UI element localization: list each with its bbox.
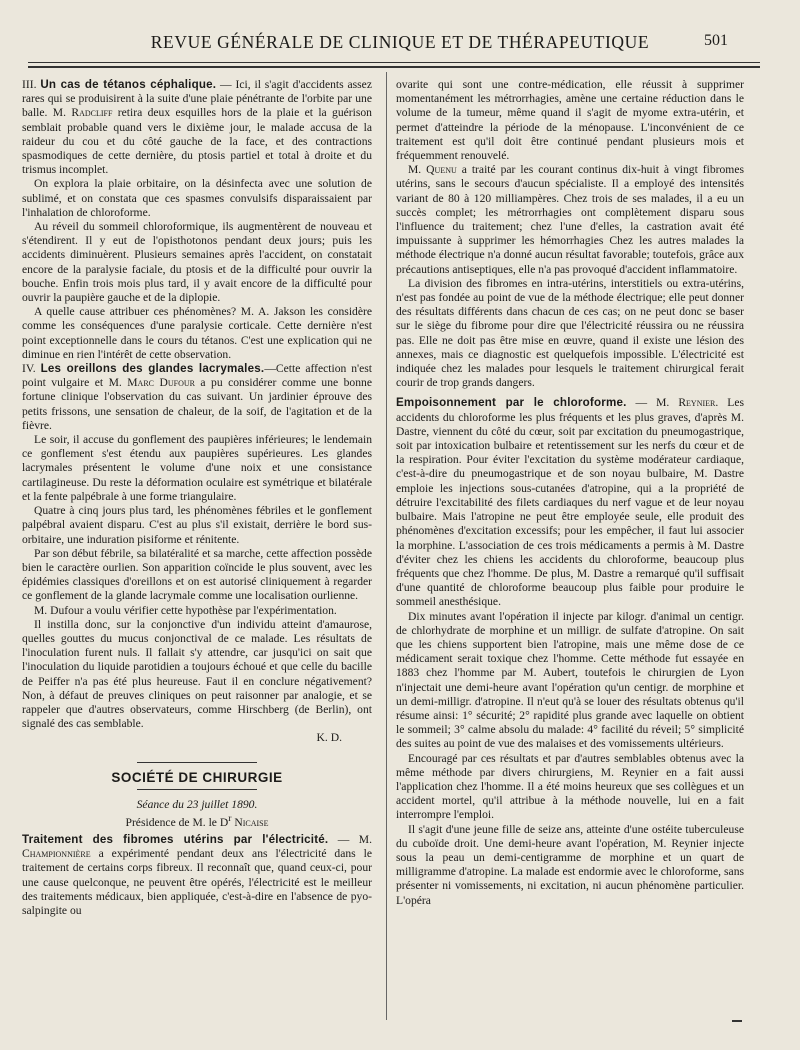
paragraph-fibromes (22, 833, 372, 918)
text-run: . Les accidents du chloroforme les plus fréquents et les plus graves, d'après M. Dastre, viennent du côté du cœur, soit par excitation du pneumogastrique, soit par intoxication bulbaire et retentissement sur les nerfs du cœur et de la respiration. Pour éviter l'excitation du système modérateur cardiaque, c'est-à-dire du pneumogastrique et de son noyau bulbaire, M. Dastre emploie les injections sous-cutanées d'atropine, qui a la propriété de détruire l'excitabilité des filets cardiaques du nerf vague et de leur noyau bulbaire. Mais l'atropine ne peut être employée seule, elle produit des phénomènes d'excitation excessifs; pour les empêcher, il faut lui associer la morphine. L'association de ces trois médicaments a permis à M. Dastre d'éviter chez les chiens les accidents du chloroforme, beaucoup plus fréquents que chez l'homme. De plus, M. Dastre a remarqué qu'il suffisait d'une quantité de chloroforme beaucoup plus faible pour produire le sommeil anesthésique. (396, 396, 744, 609)
text-run: a expérimenté pendant deux ans l'électricité dans le traitement de certains corps fibreux. Il reconnaît que, quand ceux-ci, pour une cause quelconque, ne peuvent être opérés, l'électricité est le meilleur des traitements médicaux, bien appliquée, c'est-à-dire en l'absence de pyo-salpingite ou (22, 847, 372, 918)
continuation-mark (732, 1020, 742, 1022)
presidency-line (22, 812, 372, 830)
author-name: Marc Dufour (127, 376, 195, 390)
paragraph: Il instilla donc, sur la conjonctive d'un individu atteint d'amaurose, quelles gouttes du mucus conjonctival de ce malade. Les résultats de l'inoculation furent nuls. Il fallait s'y attendre, car jusqu'ici on sait que l'inoculation du liquide parotidien a toujours échoué et que celle du bacille de Peiffer n'a pas été plus heureuse. Faut il en conclure négativement? Non, à défaut de preuves cliniques on peut raisonner par analogie, et se rappeler que d'autres observateurs, comme Hirschberg (de Berlin), ont signalé des cas semblable. (22, 617, 372, 731)
paragraph: La division des fibromes en intra-utérins, interstitiels ou extra-utérins, n'est pas fondée au point de vue de la méthode électrique; elle peut donner des résultats différents dans chacun de ces cas; on ne peut donc se baser sur le siège du fibrome pour dire que l'électricité réussira ou ne réussira pas. Elle ne doit pas être mise en œuvre, quand il existe une lésion des annexes, mais ce diagnostic est quelquefois impossible. L'électricité est indiquée chez les malades pour lesquels le traitement chirurgical ferait courir de trop grands dangers. (396, 276, 744, 390)
paragraph-quenu (396, 163, 744, 277)
paragraph: Dix minutes avant l'opération il injecte par kilogr. d'animal un centigr. de chlorhydrate de morphine et un milligr. de sulfate d'atropine. On sait que les chiens supportent bien l'atropine, mais une même dose de ce médicament serait toxique chez l'homme. Cette méthode fut essayée en 1883 chez l'homme par M. Aubert, toutefois le chirurgien de Lyon n'injectait une demi-heure avant l'opération qu'un centigr. de morphine et un demi-milligr. d'atropine. Il n'eut qu'à se louer des résultats obtenus qu'il résume ainsi: 1° sécurité; 2° rapidité plus grande avec laquelle on obtient le sommeil; 3° calme absolu du malade: 4° facilité du réveil; 5° simplicité des suites au point de vue des malaises et des vomissements ultérieurs. (396, 609, 744, 751)
paragraph-chloroforme (396, 396, 744, 609)
author-name: Championnière (22, 847, 91, 861)
paragraph: Par son début fébrile, sa bilatéralité et sa marche, cette affection possède bien le caractère ourlien. Son apparition coïncide le plus souvent, avec les épidémies classiques d'oreillons et on est autorisé cliniquement à regarder ce gonflement de la glande lacrymale comme une localisation ourlienne. (22, 546, 372, 603)
paragraph: Il s'agit d'une jeune fille de seize ans, atteinte d'une ostéite tuberculeuse du cuboïde droit. Une demi-heure avant l'opération, M. Reynier injecte sous la peau un demi-centigramme de morphine et un quart de milligramme d'atropine. La malade est endormie avec le chloroforme, sans présenter ni vomissements, ni excitation, ni aucun phénomène particulier. L'opéra (396, 822, 744, 907)
president-name: Nicaise (234, 815, 269, 829)
section-heading: Un cas de tétanos céphalique. (40, 78, 217, 91)
text-run: M. (408, 163, 427, 177)
session-date: Séance du 23 juillet 1890. (136, 797, 258, 811)
text-run: Présidence de M. le D (125, 815, 229, 829)
text-run: retira deux esquilles hors de la plaie et la guérison semblait probable quand vers le dixième jour, le malade accusa de la raideur du cou et du côté gauche de la face, et des contractions spasmodiques de cette dernière, du ptosis partiel et total à droite et du trismus incomplet. (22, 106, 372, 177)
text-run: —Cette affection n'est point vulgaire et M. (22, 362, 373, 390)
paragraph: A quelle cause attribuer ces phénomènes? M. A. Jakson les considère comme les conséquences d'une paralysie corticale. Cette dernière n'est point exceptionnelle dans le cours du tétanos. C'est une explication qui ne diminue en rien l'intérêt de cette observation. (22, 305, 372, 361)
text-run: a pu considérer comme une bonne fortune clinique l'observation du cas suivant. Un jardinier éprouve des petits frissons, une sensation de chaleur, de la soif, de l'agitation et de la fièvre. (22, 376, 372, 432)
text-run: a traité par les courant continus dix-huit à vingt fibromes utérins, sans le secours d'aucun spécialiste. Il a employé des intensités variant de 80 à 120 milliampères. Chez trois de ses malades, il a eu un succès complet; les métrorrhagies ont complètement disparu sous l'influence du traitement; chez l'une d'elles, la castration avait été impuissante à supprimer les hémorrhagies Chez les autres malades la méthode électrique n'a donné aucun résultat favorable; toutefois, grâce aux précautions antiseptiques, elle n'a pas provoqué d'accident inflammatoire. (396, 163, 744, 276)
paragraph: Le soir, il accuse du gonflement des paupières inférieures; le lendemain ce gonflement s'est étendu aux paupières supérieures. Les glandes lacrymales présentent le volume d'une noix et une consistance cartilagineuse. Du reste la déformation oculaire est symétrique et bilatérale et la fente palpébrale à une forme triangulaire. (22, 433, 372, 503)
text-run: — M. (328, 833, 372, 847)
header-rule-thick (28, 66, 760, 68)
paragraph: On explora la plaie orbitaire, on la désinfecta avec une solution de sublimé, et on constata que ces spasmes convulsifs disparaissaient par l'inhalation de chloroforme. (22, 177, 372, 219)
paragraph: Au réveil du sommeil chloroformique, ils augmentèrent de nouveau et s'étendirent. Il y eut de l'opisthotonos pendant deux jours; puis les accidents diminuèrent. Plusieurs semaines après l'accident, on constatait encore de la paralysie faciale, du ptosis et de la difficulté pour ouvrir la bouche. Enfin trois mois plus tard, il y avait encore de la difficulté pour ouvrir la paupière gauche et de la diplopie. (22, 220, 372, 305)
column-separator (386, 72, 387, 1020)
section-heading: Les oreillons des glandes lacrymales. (40, 362, 265, 376)
journal-title: REVUE GÉNÉRALE DE CLINIQUE ET DE THÉRAPEUTIQUE (150, 32, 650, 52)
text-run: — Ici, il s'agit d'accidents assez rares qui se produisirent à la suite d'une plaie pénétrante de l'orbite par une balle. M. (22, 78, 372, 120)
page-number: 501 (704, 32, 728, 49)
society-heading-block (22, 762, 372, 790)
text-run: r (228, 812, 232, 824)
paragraph: Quatre à cinq jours plus tard, les phénomènes fébriles et le gonflement palpébral avaient disparu. C'est au plus s'il existait, derrière le bord sus-orbitaire, une induration pisiforme et rénitente. (22, 504, 372, 546)
paragraph: M. Dufour a voulu vérifier cette hypothèse par l'expérimentation. (34, 603, 337, 617)
left-column (22, 78, 372, 918)
society-title: SOCIÉTÉ DE CHIRURGIE (111, 769, 283, 785)
section-heading: Traitement des fibromes utérins par l'électricité. (22, 833, 329, 847)
text-run: — M. (626, 396, 679, 410)
paragraph: Encouragé par ces résultats et par d'autres semblables obtenus avec la même méthode par divers chirurgiens, M. Reynier en a fait aussi l'application chez l'homme. Il a été moins heureux que ses collègues et un accident mortel, qu'il attribue à la méthode nouvelle, lui en a fait interrompre l'emploi. (396, 751, 744, 822)
section-number: IV. (22, 362, 36, 376)
paragraph-tetanos (22, 78, 372, 177)
running-header (28, 26, 772, 60)
author-name: Radcliff (71, 106, 113, 120)
signature: K. D. (316, 731, 342, 745)
section-heading: Empoisonnement par le chloroforme. (396, 396, 627, 410)
author-name: Quenu (426, 163, 457, 177)
section-number: III. (22, 78, 37, 91)
right-column (396, 78, 744, 908)
author-name: Reynier (678, 396, 716, 410)
paragraph-oreillons (22, 362, 372, 433)
header-rule (28, 62, 760, 63)
divider (137, 789, 257, 790)
paragraph: ovarite qui sont une contre-médication, elle réussit à supprimer momentanément les métrorrhagies, amène une certaine réduction dans le volume de la tumeur, même quand il s'agit de myome extra-utérin, et permet d'atteindre la période de la ménopause. L'inconvénient de ce traitement est qu'il doit être continué pendant plusieurs mois et fréquemment renouvelé. (396, 78, 744, 163)
